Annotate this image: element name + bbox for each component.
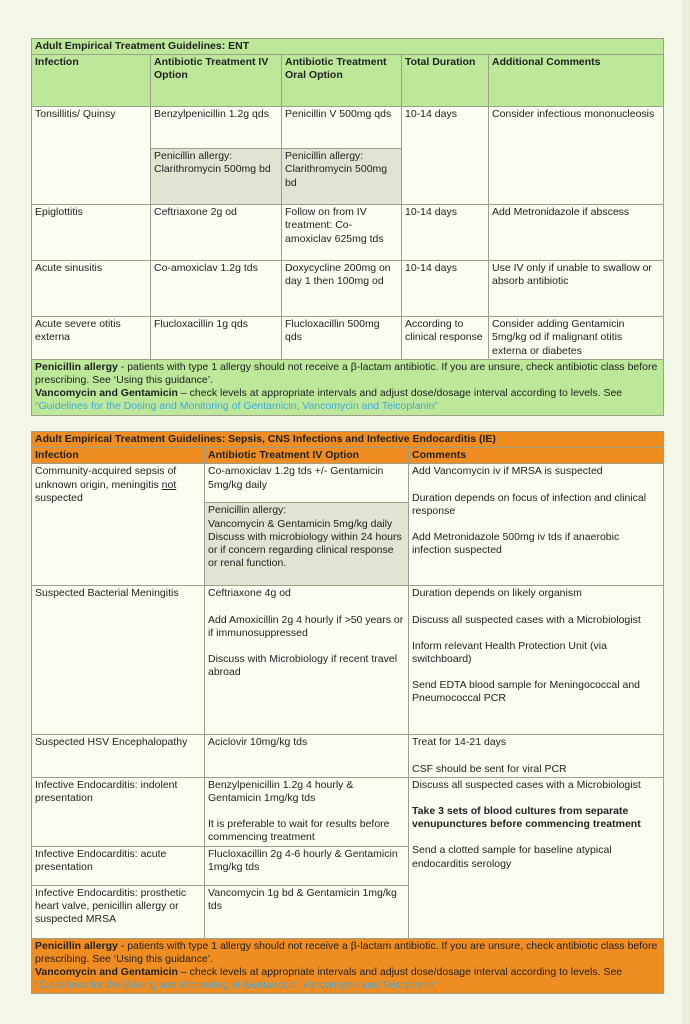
ent-cell-comments: Use IV only if unable to swallow or absorb antibiotic (489, 261, 664, 317)
ent-cell-iv: Flucloxacillin 1g qds (151, 317, 282, 360)
penicillin-allergy-note: - patients with type 1 allergy should not receive a β-lactam antibiotic. If you are unsure, check antibiotic class before prescribing. See ‘Using this guidance’. (35, 360, 658, 387)
vanc-gent-note: – check levels at appropriate intervals and adjust dose/dosage interval according to levels. See (177, 966, 623, 979)
ent-table-title: Adult Empirical Treatment Guidelines: ENT (32, 39, 664, 55)
table-row (32, 107, 664, 149)
table-row (32, 777, 664, 846)
table-row (32, 205, 664, 261)
ent-cell-infection: Acute severe otitis externa (32, 317, 151, 360)
iv-line: Discuss with Microbiology if recent travel abroad (208, 653, 398, 679)
comment-line: Send EDTA blood sample for Meningococcal and Pneumococcal PCR (412, 679, 641, 705)
sepsis-cell-infection: Infective Endocarditis: indolent presentation (32, 777, 205, 846)
iv-line: It is preferable to wait for results before commencing treatment (208, 818, 390, 844)
ent-guidelines-table (31, 38, 664, 416)
ent-col-duration: Total Duration (402, 55, 489, 107)
sepsis-cell-iv-allergy (205, 503, 409, 586)
sepsis-cell-iv: Aciclovir 10mg/kg tds (205, 735, 409, 777)
comment-line: CSF should be sent for viral PCR (412, 762, 567, 775)
ent-cell-duration: According to clinical response (402, 317, 489, 360)
comment-line: Inform relevant Health Protection Unit (via switchboard) (412, 639, 607, 666)
ent-cell-oral: Doxycycline 200mg on day 1 then 100mg od (282, 261, 402, 317)
sepsis-cell-infection (32, 464, 205, 586)
comment-line: Add Vancomycin iv if MRSA is suspected (412, 465, 603, 478)
sepsis-cell-comments (409, 777, 664, 938)
iv-line: Ceftriaxone 4g od (208, 587, 291, 600)
sepsis-cell-comments (409, 735, 664, 777)
table-row (32, 261, 664, 317)
comment-line: Duration depends on focus of infection and clinical response (412, 491, 647, 517)
penicillin-allergy-label: Penicillin allergy (35, 939, 118, 952)
sepsis-col-comments: Comments (409, 448, 664, 464)
comment-line: Discuss all suspected cases with a Microbiologist (412, 613, 641, 626)
ent-cell-oral: Follow on from IV treatment: Co-amoxiclav 625mg tds (282, 205, 402, 261)
page-edge (682, 0, 690, 1024)
infection-emphasis: not (161, 478, 177, 491)
ent-cell-duration: 10-14 days (402, 261, 489, 317)
sepsis-notes (32, 938, 664, 994)
dosing-guidelines-link[interactable]: “Guidelines for the Dosing and Monitoring of Gentamicin, Vancomycin and Teicoplanin” (35, 979, 438, 992)
table-row (32, 735, 664, 777)
ent-cell-duration: 10-14 days (402, 107, 489, 205)
comment-line: Discuss all suspected cases with a Microbiologist (412, 778, 641, 791)
sepsis-cell-infection: Infective Endocarditis: acute presentation (32, 846, 205, 885)
vanc-gent-label: Vancomycin and Gentamicin (35, 387, 178, 400)
penicillin-allergy-note: - patients with type 1 allergy should not receive a β-lactam antibiotic. If you are unsure, check antibiotic class before prescribing. See ‘Using this guidance’. (35, 939, 658, 965)
infection-text: Community-acquired sepsis of unknown origin, meningitis (35, 465, 177, 491)
comment-line: Treat for 14-21 days (412, 736, 507, 749)
ent-col-oral: Antibiotic Treatment Oral Option (282, 55, 402, 107)
sepsis-cell-infection: Infective Endocarditis: prosthetic heart valve, penicillin allergy or suspected MRSA (32, 885, 205, 938)
table-row (32, 464, 664, 503)
ent-cell-iv: Ceftriaxone 2g od (151, 205, 282, 261)
iv-line: Benzylpenicillin 1.2g 4 hourly & Gentamicin 1mg/kg tds (208, 778, 354, 805)
vanc-gent-label: Vancomycin and Gentamicin (35, 966, 178, 979)
allergy-drug: Vancomycin & Gentamicin 5mg/kg daily (208, 517, 393, 530)
ent-cell-infection: Epiglottitis (32, 205, 151, 261)
sepsis-cell-iv (205, 777, 409, 846)
ent-cell-comments: Consider adding Gentamicin 5mg/kg od if malignant otitis externa or diabetes (489, 317, 664, 360)
comment-line: Send a clotted sample for baseline atypical endocarditis serology (412, 844, 612, 870)
sepsis-col-iv: Antibiotic Treatment IV Option (205, 448, 409, 464)
ent-col-comments: Additional Comments (489, 55, 664, 107)
ent-cell-iv: Benzylpenicillin 1.2g qds (151, 107, 282, 149)
comment-line: Add Metronidazole 500mg iv tds if anaerobic infection suspected (412, 531, 620, 557)
ent-cell-infection: Acute sinusitis (32, 261, 151, 317)
allergy-label: Penicillin allergy: (208, 504, 287, 517)
dosing-guidelines-link[interactable]: “Guidelines for the Dosing and Monitoring of Gentamicin, Vancomycin and Teicoplanin” (35, 400, 438, 413)
table-row (32, 586, 664, 735)
sepsis-cell-iv: Vancomycin 1g bd & Gentamicin 1mg/kg tds (205, 885, 409, 938)
sepsis-col-infection: Infection (32, 448, 205, 464)
sepsis-cell-comments (409, 586, 664, 735)
comment-line-emphasis: Take 3 sets of blood cultures from separate venupunctures before commencing treatment (412, 805, 641, 831)
sepsis-guidelines-table (31, 431, 664, 994)
sepsis-table-title: Adult Empirical Treatment Guidelines: Sepsis, CNS Infections and Infective Endocarditis (IE) (32, 432, 664, 448)
allergy-note: Discuss with microbiology within 24 hours or if concern regarding clinical response or renal function. (208, 530, 402, 570)
ent-col-iv: Antibiotic Treatment IV Option (151, 55, 282, 107)
penicillin-allergy-label: Penicillin allergy (35, 360, 118, 373)
sepsis-cell-comments (409, 464, 664, 586)
sepsis-cell-iv: Co-amoxiclav 1.2g tds +/- Gentamicin 5mg/kg daily (205, 464, 409, 503)
iv-line: Add Amoxicillin 2g 4 hourly if >50 years or if immunosuppressed (208, 613, 404, 639)
ent-notes (32, 359, 664, 415)
ent-cell-oral-allergy: Penicillin allergy: Clarithromycin 500mg bd (282, 149, 402, 205)
ent-cell-infection: Tonsillitis/ Quinsy (32, 107, 151, 205)
infection-text: suspected (35, 491, 83, 504)
ent-cell-oral: Penicillin V 500mg qds (282, 107, 402, 149)
ent-cell-iv-allergy: Penicillin allergy: Clarithromycin 500mg bd (151, 149, 282, 205)
ent-cell-duration: 10-14 days (402, 205, 489, 261)
ent-cell-comments: Consider infectious mononucleosis (489, 107, 664, 205)
ent-cell-comments: Add Metronidazole if abscess (489, 205, 664, 261)
ent-col-infection: Infection (32, 55, 151, 107)
sepsis-cell-infection: Suspected Bacterial Meningitis (32, 586, 205, 735)
ent-cell-oral: Flucloxacillin 500mg qds (282, 317, 402, 360)
table-row (32, 317, 664, 360)
comment-line: Duration depends on likely organism (412, 587, 582, 600)
ent-cell-iv: Co-amoxiclav 1.2g tds (151, 261, 282, 317)
sepsis-cell-iv: Flucloxacillin 2g 4-6 hourly & Gentamicin 1mg/kg tds (205, 846, 409, 885)
sepsis-cell-infection: Suspected HSV Encephalopathy (32, 735, 205, 777)
vanc-gent-note: – check levels at appropriate intervals and adjust dose/dosage interval according to levels. See (177, 387, 623, 400)
sepsis-cell-iv (205, 586, 409, 735)
